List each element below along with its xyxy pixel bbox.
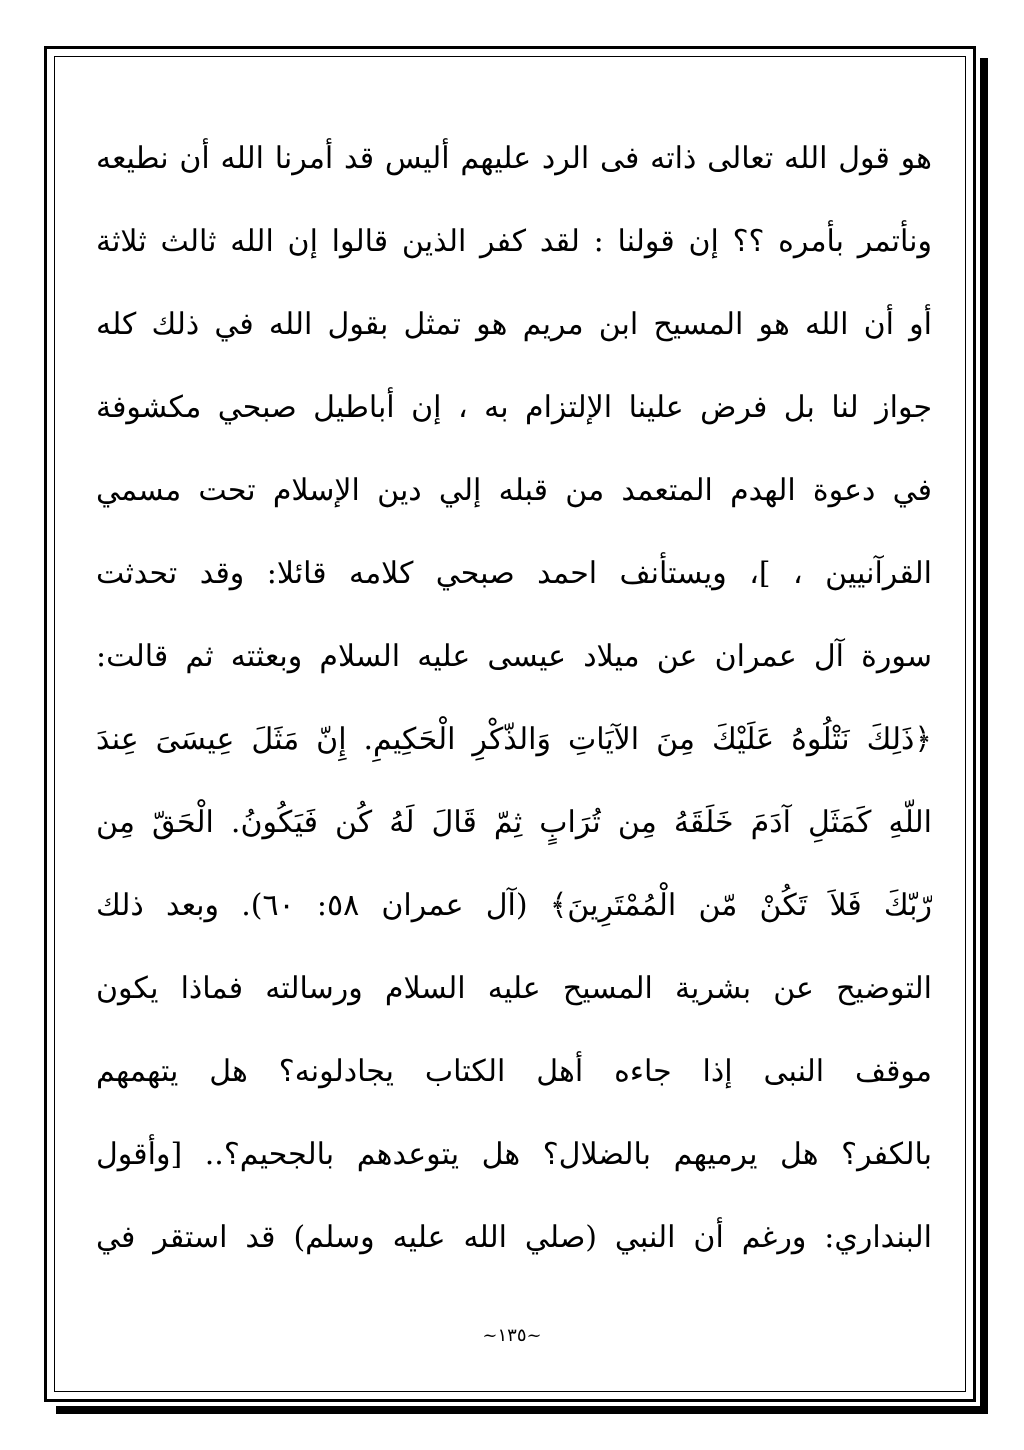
quran-verse-line-2: اللّهِ كَمَثَلِ آدَمَ خَلَقَهُ مِن تُرَابٍ ثِمّ قَالَ لَهُ كُن فَيَكُونُ. الْحَقّ مِن	[96, 805, 932, 840]
text-line-6: القرآنيين ، ]، ويستأنف احمد صبحي كلامه قائلا: وقد تحدثت	[96, 556, 932, 591]
text-line-11: التوضيح عن بشرية المسيح عليه السلام ورسالته فماذا يكون	[96, 971, 932, 1006]
quran-verse-line-1: ﴿ذَلِكَ نَتْلُوهُ عَلَيْكَ مِنَ الآيَاتِ وَالذّكْرِ الْحَكِيمِ. إِنّ مَثَلَ عِيسَىَ عِندَ	[96, 722, 932, 757]
text-line-2: ونأتمر بأمره ؟؟ إن قولنا : لقد كفر الذين قالوا إن الله ثالث ثلاثة	[96, 224, 932, 259]
text-line-1: هو قول الله تعالى ذاته فى الرد عليهم أليس قد أمرنا الله أن نطيعه	[96, 141, 932, 176]
text-line-14: البنداري: ورغم أن النبي (صلي الله عليه وسلم) قد استقر في	[96, 1220, 932, 1255]
text-line-13: بالكفر؟ هل يرميهم بالضلال؟ هل يتوعدهم بالجحيم؟.. [وأقول	[96, 1137, 932, 1172]
text-line-5: في دعوة الهدم المتعمد من قبله إلي دين الإسلام تحت مسمي	[96, 473, 932, 508]
quran-verse-line-3: رّبّكَ فَلاَ تَكُنْ مّن الْمُمْتَرِينَ﴾ (آل عمران ٥٨: ٦٠). وبعد ذلك	[96, 888, 932, 923]
text-line-12: موقف النبى إذا جاءه أهل الكتاب يجادلونه؟ هل يتهمهم	[96, 1054, 932, 1089]
text-line-3: أو أن الله هو المسيح ابن مريم هو تمثل بقول الله في ذلك كله	[96, 307, 932, 342]
text-line-4: جواز لنا بل فرض علينا الإلتزام به ، إن أباطيل صبحي مكشوفة	[96, 390, 932, 425]
text-line-7: سورة آل عمران عن ميلاد عيسى عليه السلام وبعثته ثم قالت:	[96, 639, 932, 674]
body-text	[96, 126, 932, 1288]
page-number: ~١٣٥~	[482, 1325, 542, 1346]
